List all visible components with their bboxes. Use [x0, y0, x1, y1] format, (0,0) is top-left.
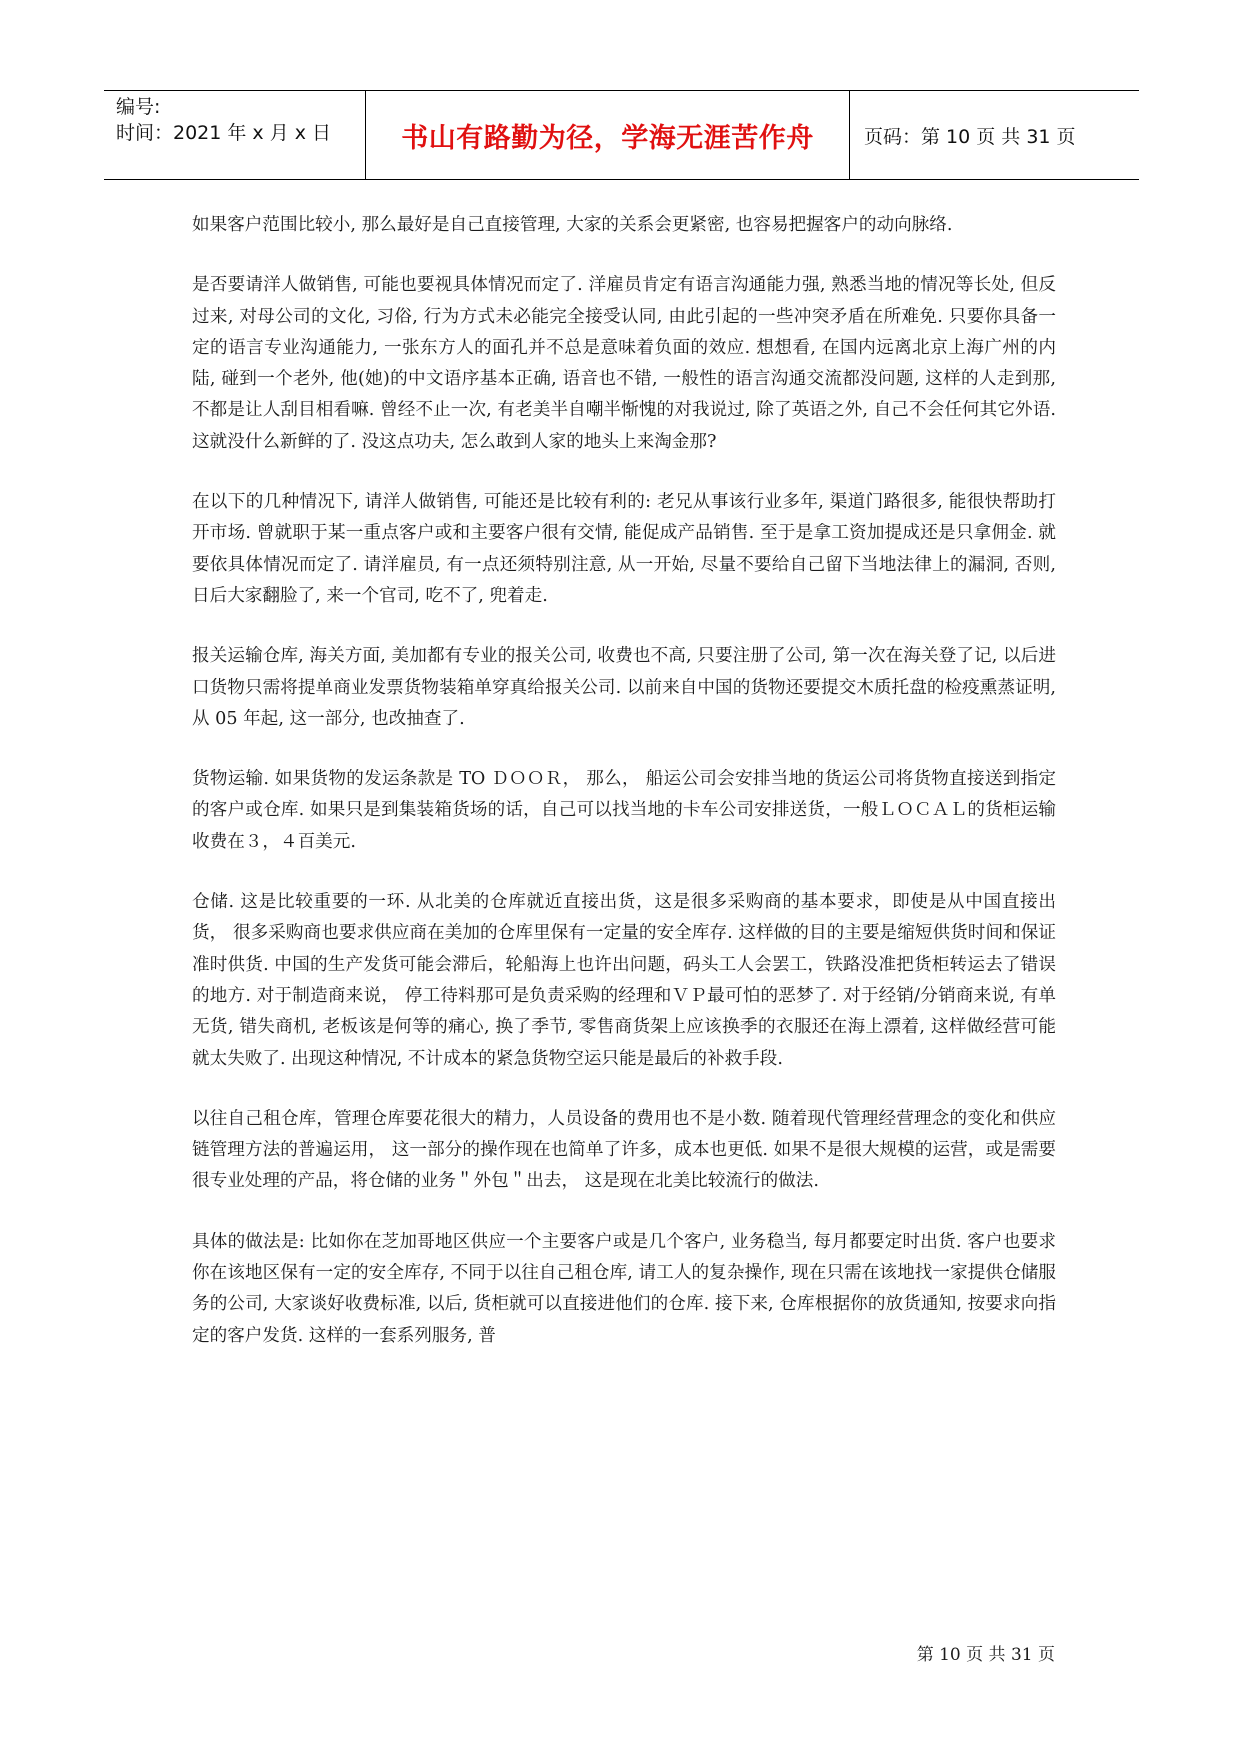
page-footer-number: 第 10 页 共 31 页: [916, 1645, 1055, 1665]
body-paragraph: 报关运输仓库, 海关方面, 美加都有专业的报关公司, 收费也不高, 只要注册了公司, 第一次在海关登了记, 以后进口货物只需将提单商业发票货物装箱单穿真给报关公司. 以前来自中国的货物还要提交木质托盘的检疫熏蒸证明, 从 05 年起, 这一部分, 也改抽查了.: [192, 646, 1056, 729]
body-paragraph: 以往自己租仓库，管理仓库要花很大的精力，人员设备的费用也不是小数. 随着现代管理经营理念的变化和供应链管理方法的普遍运用， 这一部分的操作现在也简单了许多，成本也更低. 如果不是很大规模的运营，或是需要很专业处理的产品，将仓储的业务＂外包＂出去， 这是现在北美比较流行的做法.: [192, 1108, 1056, 1192]
header-page-cell: [850, 91, 1139, 179]
body-paragraph: 如果客户范围比较小, 那么最好是自己直接管理, 大家的关系会更紧密, 也容易把握客户的动向脉络.: [192, 215, 953, 235]
document-code-label: 编号:: [116, 96, 161, 118]
body-paragraph: 货物运输. 如果货物的发运条款是 TO ＤＯＯＲ， 那么， 船运公司会安排当地的货运公司将货物直接送到指定的客户或仓库. 如果只是到集装箱货场的话，自己可以找当地的卡车公司安排送货，一般ＬＯＣＡＬ的货柜运输收费在３，４百美元.: [192, 769, 1056, 852]
body-paragraph: 在以下的几种情况下, 请洋人做销售, 可能还是比较有利的: 老兄从事该行业多年, 渠道门路很多, 能很快帮助打开市场. 曾就职于某一重点客户或和主要客户很有交情, 能促成产品销售. 至于是拿工资加提成还是只拿佣金. 就要依具体情况而定了. 请洋雇员, 有一点还须特别注意, 从一开始, 尽量不要给自己留下当地法律上的漏洞, 否则, 日后大家翻脸了, 来一个官司, 吃不了, 兜着走.: [192, 492, 1056, 606]
header-motto-cell: [366, 91, 850, 179]
page-header: [104, 90, 1139, 180]
document-body: [192, 210, 1056, 1381]
header-motto: 书山有路勤为径，学海无涯苦作舟: [401, 122, 814, 154]
header-page-info: 页码：第 10 页 共 31 页: [864, 125, 1076, 148]
document-time-label: 时间：2021 年 x 月 x 日: [116, 122, 332, 144]
body-paragraph: 具体的做法是: 比如你在芝加哥地区供应一个主要客户或是几个客户, 业务稳当, 每月都要定时出货. 客户也要求你在该地区保有一定的安全库存, 不同于以往自己租仓库, 请工人的复杂操作, 现在只需在该地找一家提供仓储服务的公司, 大家谈好收费标准, 以后, 货柜就可以直接进他们的仓库. 接下来, 仓库根据你的放货通知, 按要求向指定的客户发货. 这样的一套系列服务, 普: [192, 1231, 1056, 1346]
header-left-cell: [104, 91, 366, 179]
body-paragraph: 是否要请洋人做销售, 可能也要视具体情况而定了. 洋雇员肯定有语言沟通能力强, 熟悉当地的情况等长处, 但反过来, 对母公司的文化, 习俗, 行为方式未必能完全接受认同, 由此引起的一些冲突矛盾在所难免. 只要你具备一定的语言专业沟通能力, 一张东方人的面孔并不总是意味着负面的效应. 想想看, 在国内远离北京上海广州的内陆, 碰到一个老外, 他(她)的中文语序基本正确, 语音也不错, 一般性的语言沟通交流都没问题, 这样的人走到那, 不都是让人刮目相看嘛. 曾经不止一次, 有老美半自嘲半惭愧的对我说过, 除了英语之外, 自己不会任何其它外语. 这就没什么新鲜的了. 没这点功夫, 怎么敢到人家的地头上来淘金那?: [192, 275, 1056, 452]
body-paragraph: 仓储. 这是比较重要的一环. 从北美的仓库就近直接出货，这是很多采购商的基本要求，即使是从中国直接出货， 很多采购商也要求供应商在美加的仓库里保有一定量的安全库存. 这样做的目的主要是缩短供货时间和保证准时供货. 中国的生产发货可能会滞后，轮船海上也许出问题，码头工人会罢工，铁路没准把货柜转运去了错误的地方. 对于制造商来说， 停工待料那可是负责采购的经理和ＶＰ最可怕的恶梦了. 对于经销/分销商来说, 有单无货, 错失商机, 老板该是何等的痛心, 换了季节, 零售商货架上应该换季的衣服还在海上漂着, 这样做经营可能就太失败了. 出现这种情况, 不计成本的紧急货物空运只能是最后的补救手段.: [192, 892, 1056, 1069]
